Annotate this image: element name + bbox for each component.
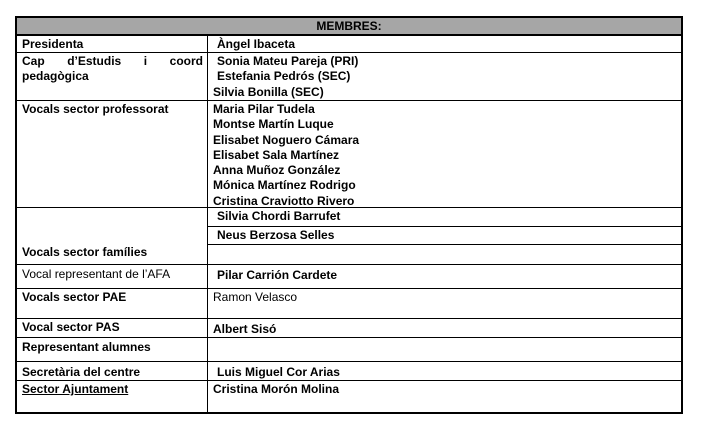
member-name: Albert Sisó	[213, 322, 277, 336]
role-label-text: Representant alumnes	[22, 340, 151, 354]
member-name: Àngel Ibaceta	[217, 37, 296, 51]
member-name	[208, 338, 681, 361]
member-name: Anna Muñoz González	[213, 163, 341, 178]
role-label: Vocals sector professorat	[17, 101, 208, 207]
member-name: Elisabet Sala Martínez	[213, 147, 340, 162]
role-label	[17, 208, 208, 264]
role-label-text: Vocals sector famílies	[22, 245, 148, 259]
table-row	[17, 208, 681, 265]
table-row	[17, 381, 681, 412]
role-label: Cap d’Estudis i coord pedagògica	[17, 53, 208, 100]
member-name: Silvia Bonilla (SEC)	[213, 84, 324, 99]
table-row	[17, 338, 681, 362]
member-name: Estefania Pedrós (SEC)	[217, 69, 351, 84]
table-row	[17, 289, 681, 319]
role-label: Vocals sector PAE	[17, 289, 208, 318]
table-title: MEMBRES:	[17, 18, 681, 36]
table-row	[17, 362, 681, 381]
members-table	[15, 16, 683, 414]
member-name: Sonia Mateu Pareja (PRI)	[217, 54, 359, 68]
member-name: Neus Berzosa Selles	[208, 227, 681, 245]
role-label: Sector Ajuntament	[17, 381, 208, 412]
member-name: Pilar Carrión Cardete	[217, 268, 338, 282]
member-name: Luis Miguel Cor Arias	[217, 365, 340, 379]
table-row	[17, 101, 681, 208]
member-name: Cristina Morón Molina	[213, 382, 339, 396]
table-row	[17, 319, 681, 338]
table-row	[17, 36, 681, 53]
member-list	[208, 101, 681, 207]
member-name: Ramon Velasco	[213, 290, 298, 304]
member-name	[208, 245, 681, 264]
member-name: Montse Martín Luque	[213, 117, 334, 132]
role-label: Vocal sector PAS	[17, 319, 208, 337]
role-label: Presidenta	[17, 36, 208, 52]
member-name: Mónica Martínez Rodrigo	[213, 178, 356, 193]
member-name	[208, 265, 681, 288]
member-name	[208, 362, 681, 380]
table-row	[17, 265, 681, 289]
role-label: Secretària del centre	[17, 362, 208, 380]
role-label: Vocal representant de l’AFA	[17, 265, 208, 288]
table-row	[17, 53, 681, 101]
role-label	[17, 338, 208, 361]
member-name	[208, 36, 681, 52]
member-list	[208, 208, 681, 264]
member-name: Cristina Craviotto Rivero	[213, 193, 355, 208]
member-name: Silvia Chordi Barrufet	[208, 208, 681, 227]
member-list	[208, 53, 681, 100]
member-name: Maria Pilar Tudela	[213, 102, 315, 116]
member-name: Elisabet Noguero Cámara	[213, 132, 360, 147]
